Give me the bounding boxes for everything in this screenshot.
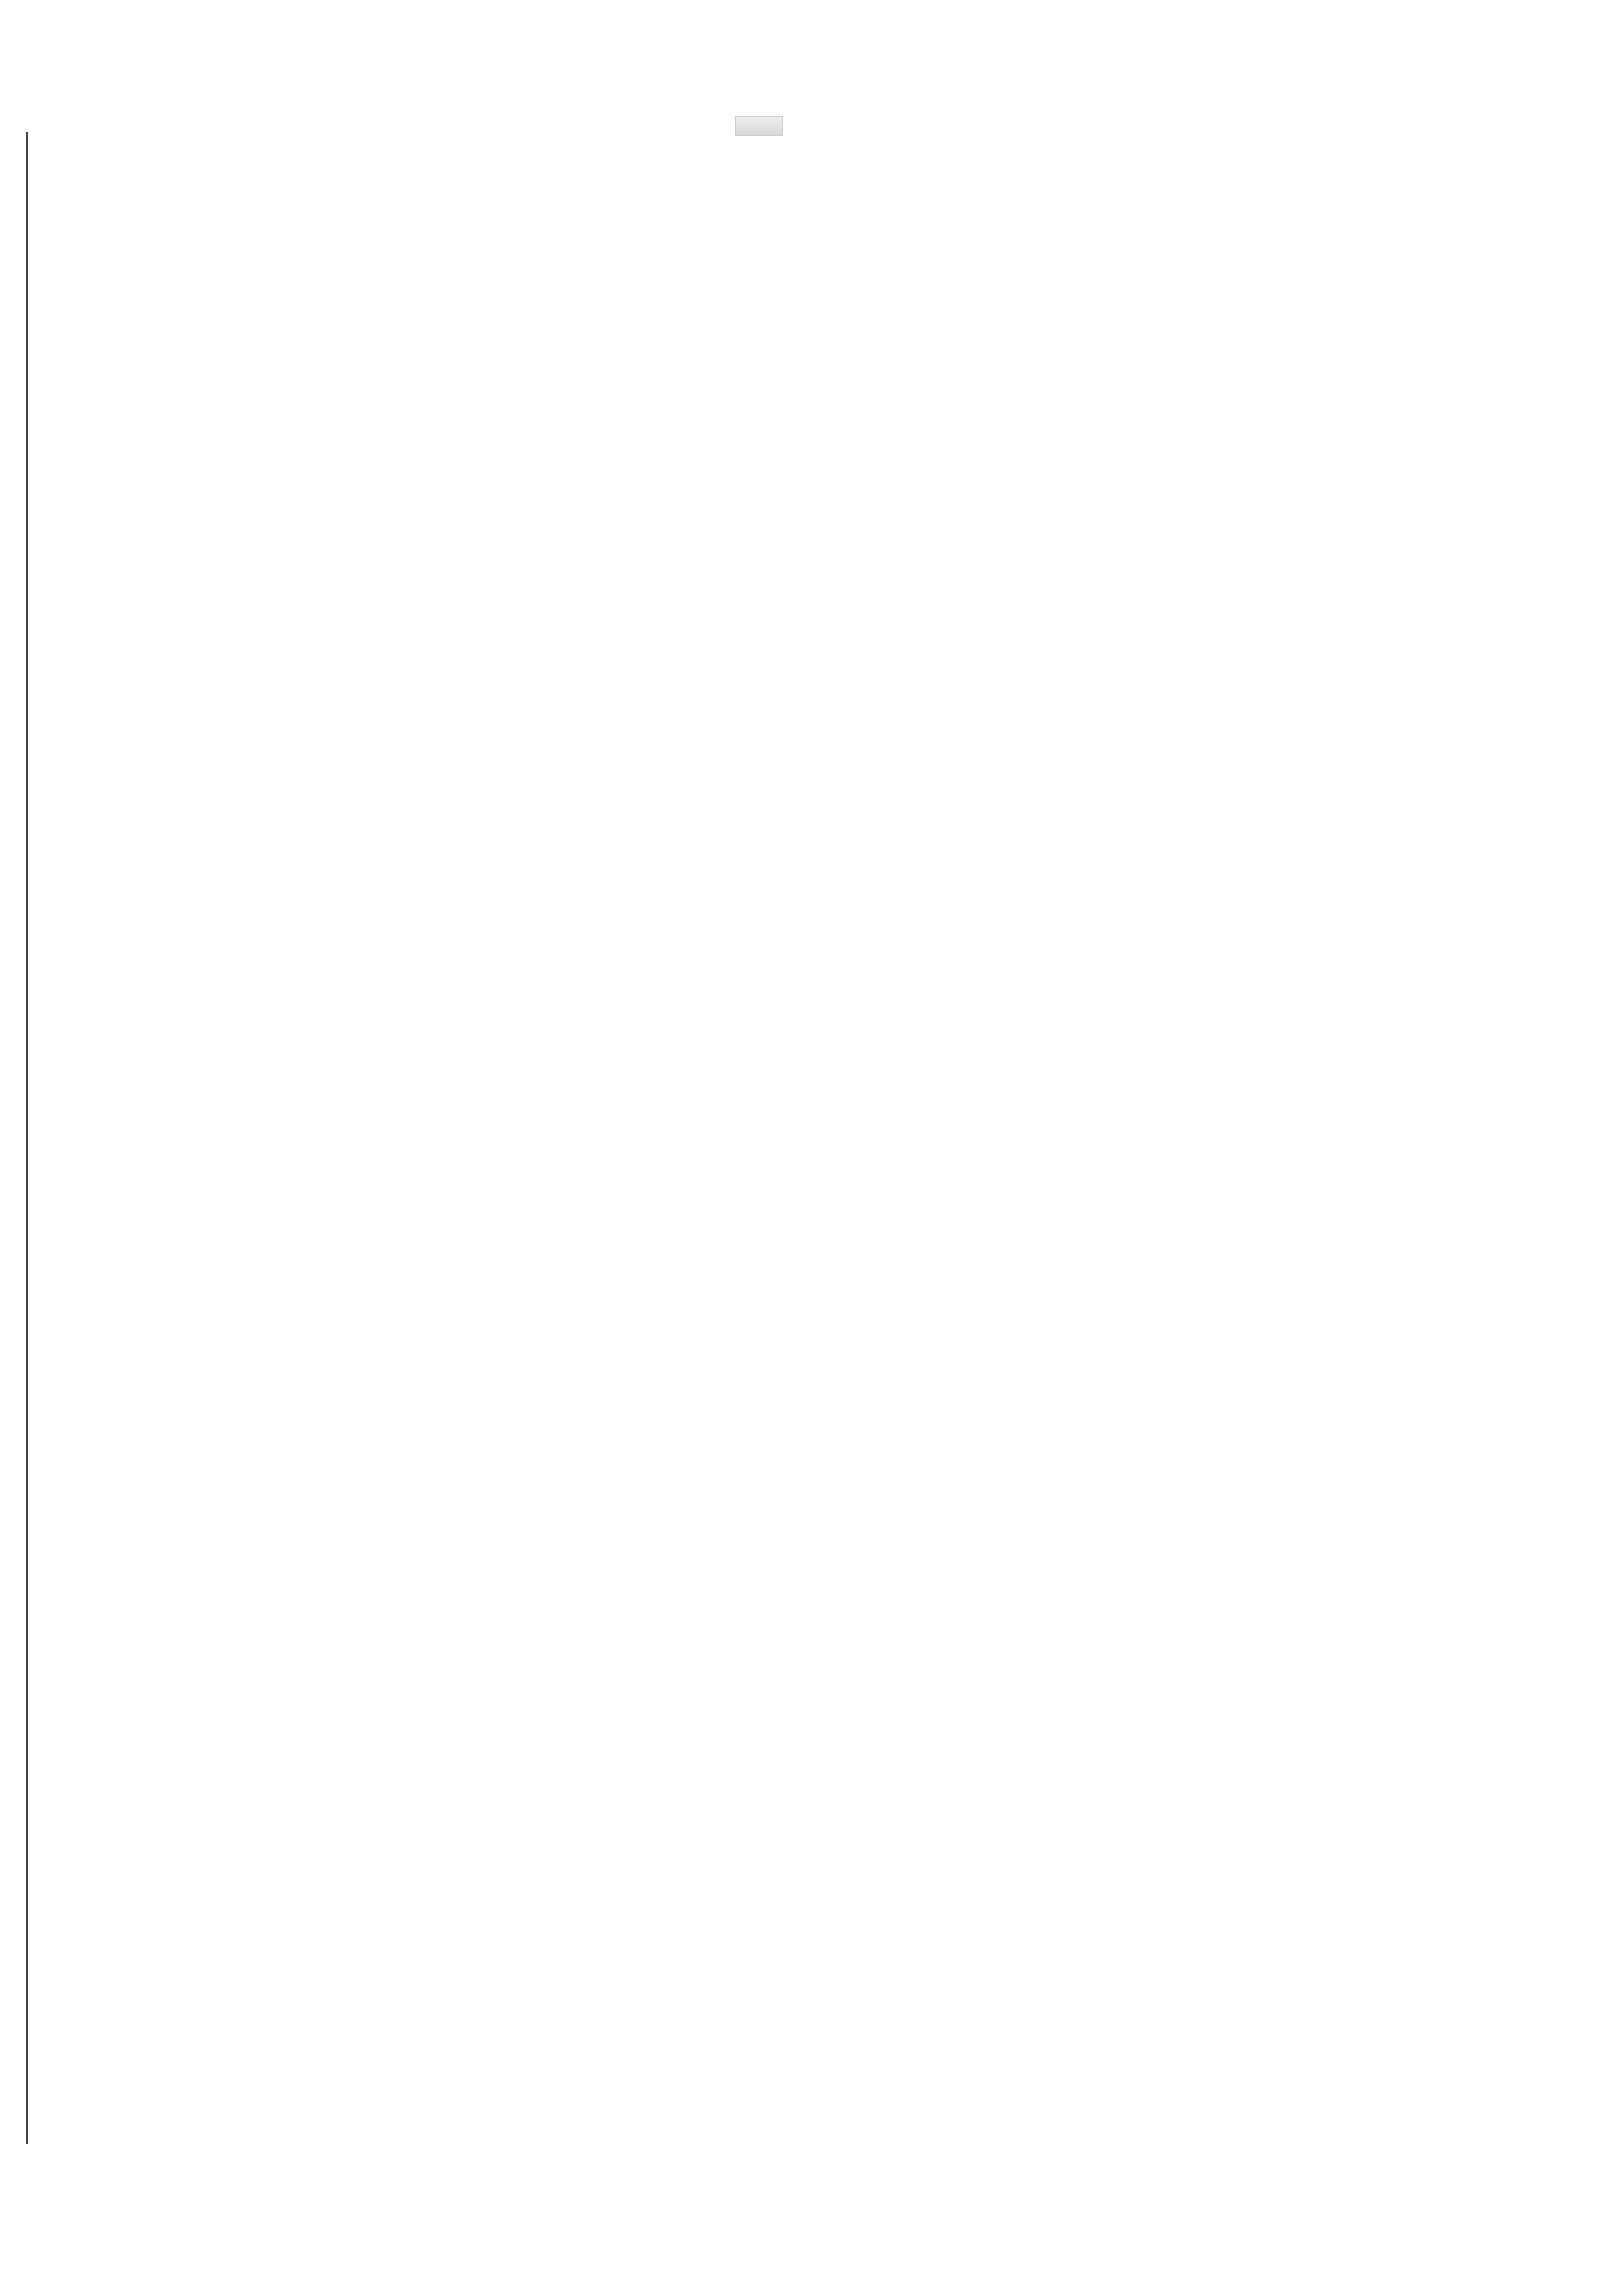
left-margin-rule — [26, 132, 28, 2144]
section-title-wrap — [53, 106, 1430, 203]
answer-page — [53, 106, 1430, 203]
section-title — [735, 116, 783, 136]
